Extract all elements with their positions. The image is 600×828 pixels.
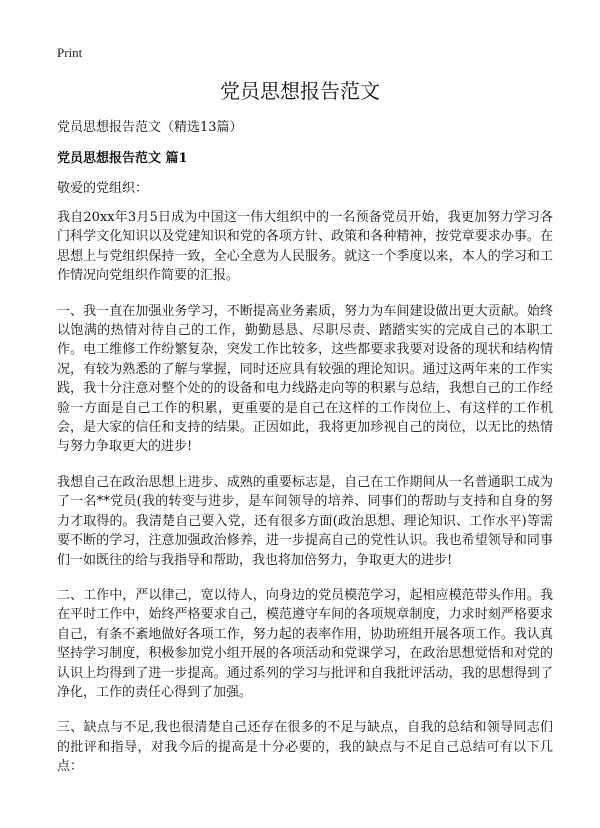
paragraph: 一、我一直在加强业务学习，不断提高业务素质，努力为车间建设做出更大贡献。始终以饱满的热情对待自己的工作，勤勤恳恳、尽职尽责、踏踏实实的完成自己的本职工作。电工维修工作纷繁复杂，突发工作比较多，这些都要求我要对设备的现状和结构情况，有较为熟悉的了解与掌握，同时还应具有较强的理论知识。通过这两年来的工作实践，我十分注意对整个处的的设备和电力线路走向等的积累与总结，我想自己的工作经验一方面是自己工作的积累，更重要的是自己在这样的工作岗位上、有这样的工作机会，是大家的信任和支持的结果。正因如此，我将更加珍视自己的岗位，以无比的热情与努力争取更大的进步! — [57, 303, 553, 455]
paragraph: 我想自己在政治思想上进步、成熟的重要标志是，自己在工作期间从一名普通职工成为了一名**党员(我的转变与进步，是车间领导的培养、同事们的帮助与支持和自身的努力才取得的。我清楚自己要入党，还有很多方面(政治思想、理论知识、工作水平)等需要不断的学习，注意加强政治修养，进一步提高自己的党性认识。我也希望领导和同事们一如既往的给与我指导和帮助，我也将加倍努力，争取更大的进步! — [57, 474, 553, 568]
paragraph: 三、缺点与不足,我也很清楚自己还存在很多的不足与缺点，自我的总结和领导同志们的批评和指导，对我今后的提高是十分必要的，我的缺点与不足自己总结可有以下几点： — [57, 720, 553, 775]
paragraph: 我自20xx年3月5日成为中国这一伟大组织中的一名预备党员开始，我更加努力学习各门科学文化知识以及党建知识和党的各项方针、政策和各种精神，按党章要求办事。在思想上与党组织保持一致，全心全意为人民服务。就这一个季度以来，本人的学习和工作情况向党组织作简要的汇报。 — [57, 210, 553, 284]
document-title: 党员思想报告范文 — [220, 79, 380, 103]
print-link[interactable]: Print — [57, 45, 83, 60]
section-heading: 党员思想报告范文 篇1 — [57, 151, 188, 166]
document-subtitle: 党员思想报告范文（精选13篇） — [57, 120, 243, 135]
paragraph: 二、工作中，严以律己，宽以待人，向身边的党员模范学习，起相应模范带头作用。我在平时工作中，始终严格要求自己，模范遵守车间的各项规章制度，力求时刻严格要求自己，有条不紊地做好各项工作，努力起的表率作用，协助班组开展各项工作。我认真坚持学习制度，积极参加党小组开展的各项活动和党课学习，在政治思想觉悟和对党的认识上均得到了进一步提高。通过系列的学习与批评和自我批评活动，我的思想得到了净化，工作的责任心得到了加强。 — [57, 587, 553, 700]
document-body — [57, 208, 553, 793]
greeting: 敬爱的党组织： — [57, 181, 149, 196]
